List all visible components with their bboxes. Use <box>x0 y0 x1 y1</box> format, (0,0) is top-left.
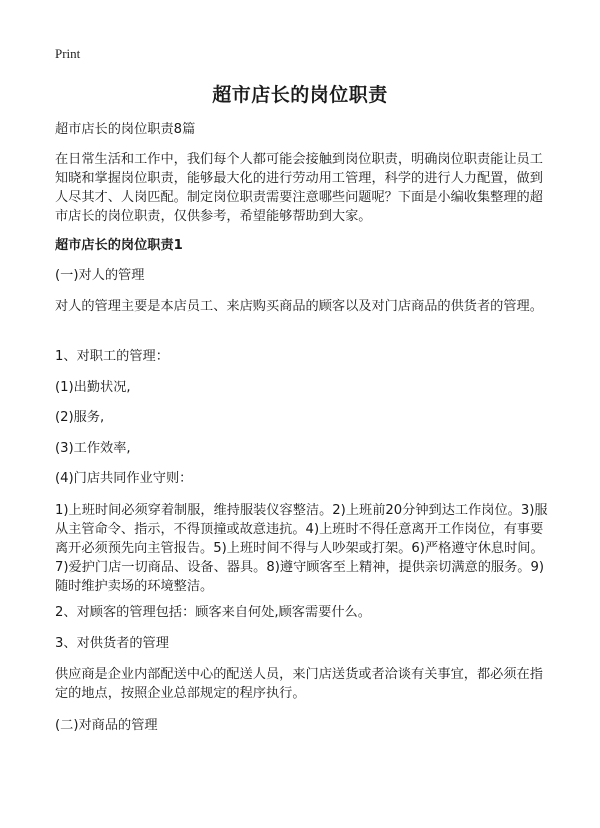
item1-heading: 1、对职工的管理： <box>55 349 169 364</box>
list-item: (3)工作效率, <box>55 441 131 456</box>
list-item: (2)服务, <box>55 410 105 425</box>
intro-paragraph: 在日常生活和工作中，我们每个人都可能会接触到岗位职责，明确岗位职责能让员工知晓和掌握岗位职责，能够最大化的进行劳动用工管理，科学的进行人力配置，做到人尽其才、人岗匹配。制定岗位职责需要注意哪些问题呢？下面是小编收集整理的超市店长的岗位职责，仅供参考，希望能够帮助到大家。 <box>55 152 543 224</box>
part1-heading: (一)对人的管理 <box>55 268 145 283</box>
item3-heading: 3、对供货者的管理 <box>55 636 169 651</box>
page-title: 超市店长的岗位职责 <box>212 84 388 106</box>
part1-paragraph: 对人的管理主要是本店员工、来店购买商品的顾客以及对门店商品的供货者的管理。 <box>55 299 543 314</box>
section-heading: 超市店长的岗位职责1 <box>55 238 183 253</box>
part2-heading: (二)对商品的管理 <box>55 718 158 733</box>
rules-paragraph: 1)上班时间必须穿着制服，维持服装仪容整洁。2)上班前20分钟到达工作岗位。3)服从主管命令、指示，不得顶撞或故意违抗。4)上班时不得任意离开工作岗位，有事要离开必须预先向主管报告。5)上班时间不得与人吵架或打架。6)严格遵守休息时间。7)爱护门店一切商品、设备、器具。8)遵守顾客至上精神，提供亲切满意的服务。9)随时维护卖场的环境整洁。 <box>55 503 548 594</box>
list-item: (1)出勤状况, <box>55 380 131 395</box>
print-link[interactable]: Print <box>55 46 81 61</box>
document-subtitle: 超市店长的岗位职责8篇 <box>55 122 196 137</box>
item2-paragraph: 2、对顾客的管理包括：顾客来自何处,顾客需要什么。 <box>55 605 371 620</box>
list-item: (4)门店共同作业守则： <box>55 471 193 486</box>
item3-paragraph: 供应商是企业内部配送中心的配送人员，来门店送货或者洽谈有关事宜，都必须在指定的地点，按照企业总部规定的程序执行。 <box>55 667 543 701</box>
